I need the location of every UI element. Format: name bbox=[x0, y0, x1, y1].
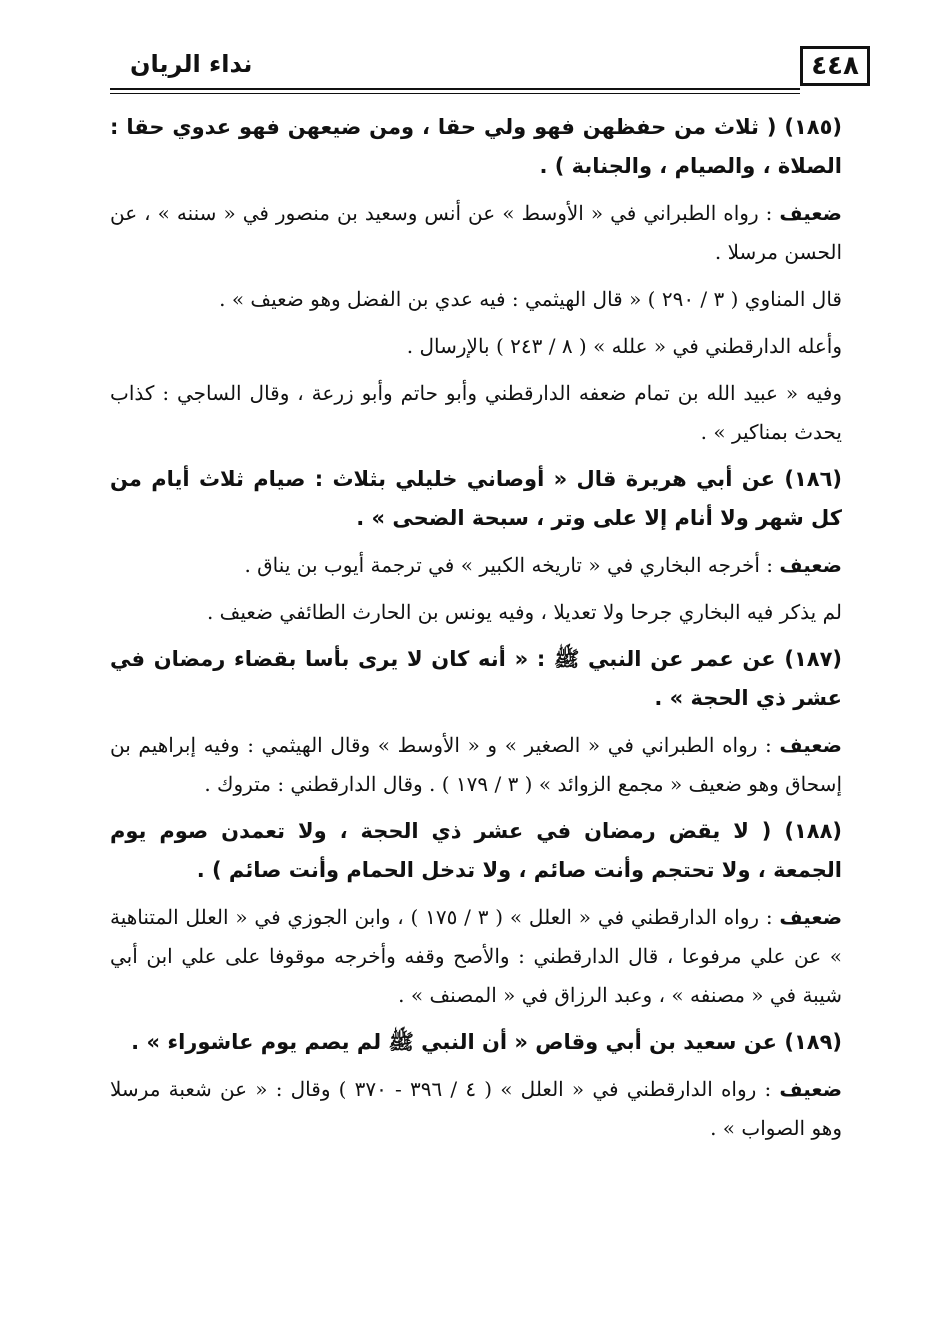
page-number: ٤٤٨ bbox=[800, 46, 870, 86]
grade-label: ضعيف bbox=[779, 733, 842, 757]
note-text: : رواه الدارقطني في « العلل » ( ٤ / ٣٩٦ - ٣٧٠ ) وقال : « عن شعبة مرسلا وهو الصواب » . bbox=[110, 1077, 842, 1140]
note-text: : أخرجه البخاري في « تاريخه الكبير » في ترجمة أيوب بن يناق . bbox=[244, 553, 774, 577]
commentary-text: وفيه « عبيد الله بن تمام ضعفه الدارقطني وأبو حاتم وأبو زرعة ، وقال الساجي : كذاب يحدث بمناكير » . bbox=[110, 381, 842, 444]
grading-note bbox=[110, 898, 864, 1015]
grade-label: ضعيف bbox=[779, 1077, 843, 1101]
grade-label: ضعيف bbox=[779, 905, 843, 929]
commentary-text: وأعله الدارقطني في « علله » ( ٨ / ٢٤٣ ) بالإرسال . bbox=[406, 334, 842, 358]
grading-note bbox=[110, 546, 864, 585]
hadith-text: (١٨٥) ( ثلاث من حفظهن فهو ولي حقا ، ومن ضيعهن فهو عدوي حقا : الصلاة ، والصيام ، والجنابة ) . bbox=[110, 115, 842, 178]
header-rule bbox=[110, 88, 800, 94]
hadith-text: (١٨٩) عن سعيد بن أبي وقاص « أن النبي ﷺ لم يصم يوم عاشوراء » . bbox=[131, 1030, 842, 1054]
running-title: نداء الريان bbox=[130, 50, 253, 78]
grade-label: ضعيف bbox=[779, 201, 842, 225]
page-body bbox=[110, 108, 864, 1156]
hadith-text: (١٨٦) عن أبي هريرة قال « أوصاني خليلي بثلاث : صيام ثلاث أيام من كل شهر ولا أنام إلا على وتر ، سبحة الضحى » . bbox=[110, 467, 842, 530]
grading-note bbox=[110, 1070, 864, 1148]
commentary-text: قال المناوي ( ٣ / ٢٩٠ ) « قال الهيثمي : فيه عدي بن الفضل وهو ضعيف » . bbox=[219, 287, 842, 311]
note-text: : رواه الطبراني في « الصغير » و « الأوسط » وقال الهيثمي : وفيه إبراهيم بن إسحاق وهو ضعيف « مجمع الزوائد » ( ٣ / ١٧٩ ) . وقال الدارقطني : متروك . bbox=[110, 733, 842, 796]
grade-label: ضعيف bbox=[779, 553, 842, 577]
page-header bbox=[110, 38, 870, 94]
grading-note bbox=[110, 194, 864, 272]
hadith-text: (١٨٨) ( لا يقض رمضان في عشر ذي الحجة ، ولا تعمدن صوم يوم الجمعة ، ولا تحتجم وأنت صائم ، ولا تدخل الحمام وأنت صائم ) . bbox=[110, 819, 842, 882]
hadith-text: (١٨٧) عن عمر عن النبي ﷺ : « أنه كان لا يرى بأسا بقضاء رمضان في عشر ذي الحجة » . bbox=[110, 647, 842, 710]
commentary-text: لم يذكر فيه البخاري جرحا ولا تعديلا ، وفيه يونس بن الحارث الطائفي ضعيف . bbox=[206, 600, 842, 624]
grading-note bbox=[110, 726, 864, 804]
note-text: : رواه الطبراني في « الأوسط » عن أنس وسعيد بن منصور في « سننه » ، عن الحسن مرسلا . bbox=[110, 201, 842, 264]
note-text: : رواه الدارقطني في « العلل » ( ٣ / ١٧٥ ) ، وابن الجوزي في « العلل المتناهية » عن علي مرفوعا ، قال الدارقطني : والأصح وقفه وأخرجه موقوفا على علي ابن أبي شيبة في « مصنفه » ، وعبد الرزاق في « المصنف » . bbox=[110, 905, 843, 1007]
